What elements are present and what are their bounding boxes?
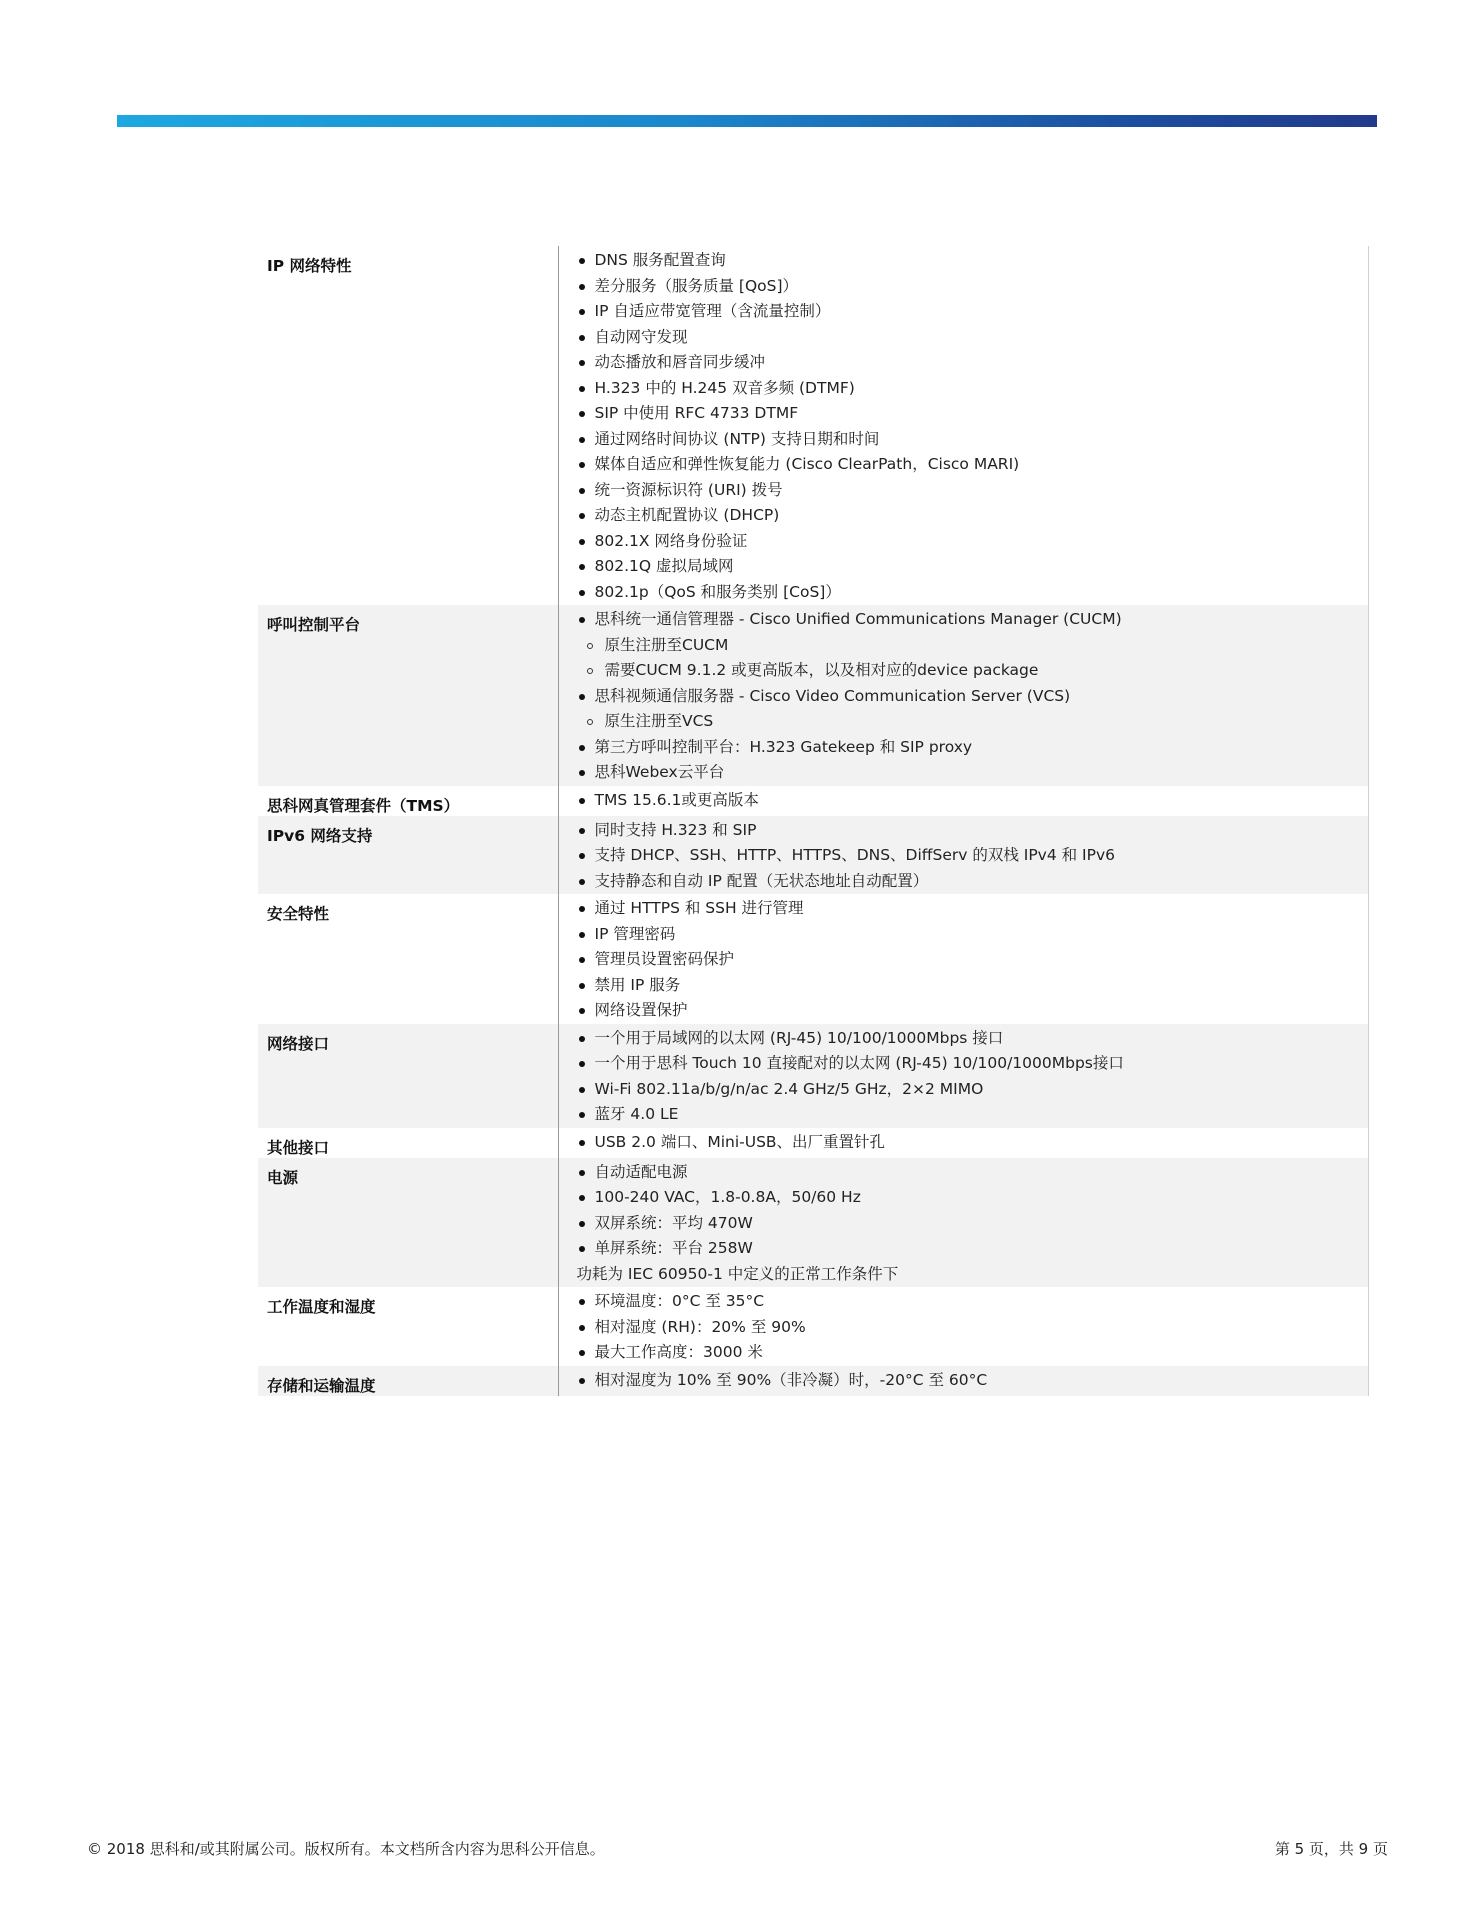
- spec-row-power: [258, 1158, 1368, 1288]
- spec-content: [558, 1158, 1368, 1288]
- list-item: 相对湿度 (RH)：20% 至 90%: [577, 1315, 1368, 1341]
- list-item: 媒体自适应和弹性恢复能力 (Cisco ClearPath，Cisco MARI): [577, 452, 1368, 478]
- list-item: 支持静态和自动 IP 配置（无状态地址自动配置）: [577, 869, 1368, 895]
- list-item: 禁用 IP 服务: [577, 973, 1368, 999]
- list-item: 思科统一通信管理器 - Cisco Unified Communications Manager (CUCM): [577, 607, 1368, 633]
- spec-content: [558, 894, 1368, 1024]
- list-item: H.323 中的 H.245 双音多频 (DTMF): [577, 376, 1368, 402]
- list-item: 自动适配电源: [577, 1160, 1368, 1186]
- spec-row-tms: [258, 786, 1368, 816]
- list-item: 动态播放和唇音同步缓冲: [577, 350, 1368, 376]
- spec-content: [558, 246, 1368, 605]
- power-note: 功耗为 IEC 60950-1 中定义的正常工作条件下: [576, 1264, 899, 1283]
- list-item: 第三方呼叫控制平台：H.323 Gatekeep 和 SIP proxy: [577, 735, 1368, 761]
- list-item: 同时支持 H.323 和 SIP: [577, 818, 1368, 844]
- list-item: SIP 中使用 RFC 4733 DTMF: [577, 401, 1368, 427]
- list-item: 环境温度：0°C 至 35°C: [577, 1289, 1368, 1315]
- list-item: 100-240 VAC，1.8-0.8A，50/60 Hz: [577, 1185, 1368, 1211]
- list-item: 统一资源标识符 (URI) 拨号: [577, 478, 1368, 504]
- spec-row-operating-environment: [258, 1287, 1368, 1366]
- list-item: 思科视频通信服务器 - Cisco Video Communication Server (VCS): [577, 684, 1368, 710]
- list-item: Wi-Fi 802.11a/b/g/n/ac 2.4 GHz/5 GHz，2×2 MIMO: [577, 1077, 1368, 1103]
- spec-content: [558, 1287, 1368, 1366]
- spec-label: 存储和运输温度: [258, 1366, 558, 1396]
- list-item: 差分服务（服务质量 [QoS]）: [577, 274, 1368, 300]
- list-item: IP 管理密码: [577, 922, 1368, 948]
- footer-page-number: 第 5 页，共 9 页: [1274, 1840, 1388, 1858]
- spec-content: [558, 1366, 1368, 1396]
- spec-row-network-interfaces: [258, 1024, 1368, 1128]
- list-item: 通过 HTTPS 和 SSH 进行管理: [577, 896, 1368, 922]
- list-item: 思科Webex云平台: [577, 760, 1368, 786]
- footer-copyright: © 2018 思科和/或其附属公司。版权所有。本文档所含内容为思科公开信息。: [87, 1840, 605, 1858]
- list-item: 相对湿度为 10% 至 90%（非冷凝）时，-20°C 至 60°C: [577, 1368, 1368, 1394]
- spec-label: 其他接口: [267, 1138, 330, 1157]
- list-item: 网络设置保护: [577, 998, 1368, 1024]
- spec-content: [558, 605, 1368, 786]
- spec-row-security: [258, 894, 1368, 1024]
- sub-list-item: 原生注册至VCS: [577, 709, 1368, 735]
- list-item: 双屏系统：平均 470W: [577, 1211, 1368, 1237]
- spec-label: 安全特性: [267, 905, 330, 923]
- list-item: 802.1p（QoS 和服务类别 [CoS]）: [577, 580, 1368, 606]
- spec-label: 工作温度和湿度: [267, 1298, 376, 1316]
- spec-table: [258, 246, 1369, 1396]
- sub-list-item: 需要CUCM 9.1.2 或更高版本，以及相对应的device package: [577, 658, 1368, 684]
- spec-label: 电源: [258, 1158, 558, 1288]
- spec-content: [558, 1128, 1368, 1158]
- spec-row-storage-environment: [258, 1366, 1368, 1396]
- spec-label: IP 网络特性: [267, 257, 352, 275]
- list-item: 一个用于思科 Touch 10 直接配对的以太网 (RJ-45) 10/100/1000Mbps接口: [577, 1051, 1368, 1077]
- list-item: 802.1Q 虚拟局域网: [577, 554, 1368, 580]
- spec-row-other-interfaces: [258, 1128, 1368, 1158]
- list-item: DNS 服务配置查询: [577, 248, 1368, 274]
- spec-row-call-control: [258, 605, 1368, 786]
- list-item: 802.1X 网络身份验证: [577, 529, 1368, 555]
- header-accent-bar: [117, 115, 1377, 127]
- spec-row-ipv6: [258, 816, 1368, 895]
- list-item: 一个用于局域网的以太网 (RJ-45) 10/100/1000Mbps 接口: [577, 1026, 1368, 1052]
- spec-label: 网络接口: [258, 1024, 558, 1128]
- list-item: 最大工作高度：3000 米: [577, 1340, 1368, 1366]
- spec-label: IPv6 网络支持: [258, 816, 558, 895]
- list-item: 管理员设置密码保护: [577, 947, 1368, 973]
- spec-content: [558, 1024, 1368, 1128]
- list-item: 单屏系统：平台 258W: [577, 1236, 1368, 1262]
- spec-content: [558, 816, 1368, 895]
- spec-label: 呼叫控制平台: [258, 605, 558, 786]
- list-item: 通过网络时间协议 (NTP) 支持日期和时间: [577, 427, 1368, 453]
- list-item: 自动网守发现: [577, 325, 1368, 351]
- list-item: IP 自适应带宽管理（含流量控制）: [577, 299, 1368, 325]
- list-item: USB 2.0 端口、Mini-USB、出厂重置针孔: [577, 1130, 1368, 1156]
- spec-label: 思科网真管理套件（TMS）: [267, 796, 460, 815]
- spec-content: [558, 786, 1368, 816]
- list-item: 支持 DHCP、SSH、HTTP、HTTPS、DNS、DiffServ 的双栈 IPv4 和 IPv6: [577, 843, 1368, 869]
- list-item: TMS 15.6.1或更高版本: [577, 788, 1368, 814]
- spec-row-ip-network: [258, 246, 1368, 605]
- sub-list-item: 原生注册至CUCM: [577, 633, 1368, 659]
- list-item: 动态主机配置协议 (DHCP): [577, 503, 1368, 529]
- list-item: 蓝牙 4.0 LE: [577, 1102, 1368, 1128]
